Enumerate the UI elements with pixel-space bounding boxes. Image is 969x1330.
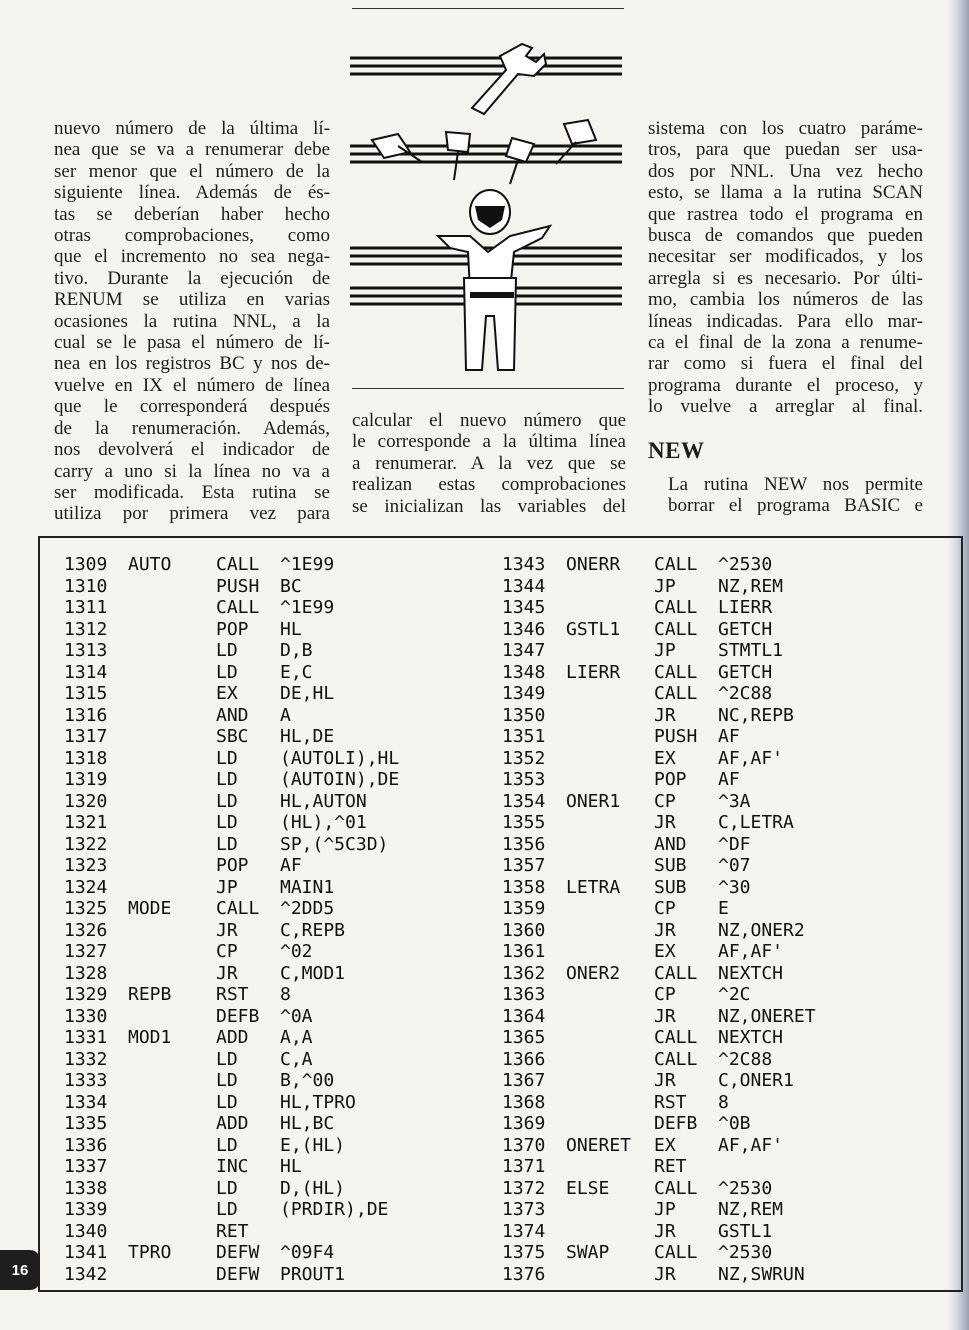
listing-operand: ^30 bbox=[718, 876, 751, 898]
listing-opcode: JP bbox=[654, 575, 676, 597]
listing-operand: NZ,REM bbox=[718, 575, 784, 597]
section-heading-new: NEW bbox=[648, 438, 705, 463]
listing-operand: C,MOD1 bbox=[280, 962, 346, 984]
listing-opcode: CP bbox=[216, 941, 238, 962]
listing-opcode: JP bbox=[216, 876, 238, 898]
listing-operand: AF bbox=[718, 769, 740, 790]
listing-operand: HL,TPRO bbox=[280, 1091, 356, 1113]
listing-line-number: 1315 bbox=[64, 683, 108, 704]
listing-opcode: CALL bbox=[654, 1242, 698, 1263]
listing-line-number: 1310 bbox=[64, 575, 108, 597]
listing-line-number: 1351 bbox=[502, 726, 546, 747]
listing-opcode: RST bbox=[654, 1091, 687, 1113]
listing-opcode: CALL bbox=[654, 1027, 698, 1048]
listing-operand: A,A bbox=[280, 1027, 313, 1048]
listing-operand: ^DF bbox=[718, 833, 751, 855]
listing-operand: D,B bbox=[280, 640, 313, 661]
listing-opcode: DEFW bbox=[216, 1263, 260, 1285]
listing-operand: AF,AF' bbox=[718, 747, 784, 769]
listing-label: ONER2 bbox=[566, 962, 621, 984]
listing-line-number: 1324 bbox=[64, 876, 108, 898]
listing-line-number: 1355 bbox=[502, 812, 546, 833]
listing-operand: SP,(^5C3D) bbox=[280, 833, 389, 855]
listing-operand: 8 bbox=[280, 984, 291, 1005]
listing-operand: ^1E99 bbox=[280, 554, 335, 575]
listing-line-number: 1367 bbox=[502, 1070, 546, 1091]
listing-operand: GSTL1 bbox=[718, 1220, 773, 1242]
listing-line-number: 1338 bbox=[64, 1177, 108, 1199]
listing-opcode: POP bbox=[216, 618, 249, 640]
listing-line-number: 1375 bbox=[502, 1242, 546, 1263]
listing-opcode: JP bbox=[654, 1199, 676, 1220]
listing-opcode: EX bbox=[654, 941, 676, 962]
listing-line-number: 1353 bbox=[502, 769, 546, 790]
listing-operand: NZ,REM bbox=[718, 1199, 784, 1220]
listing-opcode: JR bbox=[654, 704, 676, 726]
listing-opcode: JR bbox=[654, 1005, 676, 1027]
listing-line-number: 1344 bbox=[502, 575, 546, 597]
listing-line-number: 1340 bbox=[64, 1220, 108, 1242]
listing-opcode: CP bbox=[654, 790, 676, 812]
listing-operand: NZ,ONERET bbox=[718, 1005, 816, 1027]
listing-line-number: 1346 bbox=[502, 618, 546, 640]
listing-line-number: 1345 bbox=[502, 597, 546, 618]
listing-operand: BC bbox=[280, 575, 302, 597]
listing-opcode: EX bbox=[654, 1134, 676, 1156]
listing-line-number: 1311 bbox=[64, 597, 108, 618]
listing-line-number: 1356 bbox=[502, 833, 546, 855]
listing-line-number: 1335 bbox=[64, 1113, 108, 1134]
listing-label: ELSE bbox=[566, 1177, 610, 1199]
listing-line-number: 1371 bbox=[502, 1156, 546, 1177]
listing-opcode: DEFB bbox=[216, 1005, 260, 1027]
listing-operand: ^2530 bbox=[718, 1177, 773, 1199]
listing-opcode: POP bbox=[654, 769, 687, 790]
listing-operand: AF bbox=[280, 855, 302, 876]
listing-opcode: INC bbox=[216, 1156, 249, 1177]
listing-operand: AF,AF' bbox=[718, 941, 784, 962]
listing-operand: 8 bbox=[718, 1091, 729, 1113]
listing-operand: NEXTCH bbox=[718, 1027, 784, 1048]
listing-opcode: LD bbox=[216, 1048, 238, 1070]
listing-line-number: 1339 bbox=[64, 1199, 108, 1220]
listing-operand: D,(HL) bbox=[280, 1177, 346, 1199]
listing-operand: HL,BC bbox=[280, 1113, 335, 1134]
listing-line-number: 1309 bbox=[64, 554, 108, 575]
listing-line-number: 1359 bbox=[502, 898, 546, 919]
listing-line-number: 1349 bbox=[502, 683, 546, 704]
listing-line-number: 1373 bbox=[502, 1199, 546, 1220]
listing-opcode: LD bbox=[216, 1091, 238, 1113]
listing-opcode: POP bbox=[216, 855, 249, 876]
listing-operand: NEXTCH bbox=[718, 962, 784, 984]
listing-opcode: JP bbox=[654, 640, 676, 661]
body-text-middle-column: calcular el nuevo número que le corresponde a la última línea a renumerar. A la vez que se realizan estas comprobaciones se inicializan las variables del bbox=[352, 410, 626, 517]
listing-opcode: CALL bbox=[654, 661, 698, 683]
listing-line-number: 1337 bbox=[64, 1156, 108, 1177]
listing-operand: ^02 bbox=[280, 941, 313, 962]
listing-opcode: JR bbox=[654, 1220, 676, 1242]
listing-opcode: JR bbox=[654, 1263, 676, 1285]
listing-opcode: CALL bbox=[654, 1177, 698, 1199]
listing-line-number: 1330 bbox=[64, 1005, 108, 1027]
listing-operand: ^2530 bbox=[718, 1242, 773, 1263]
listing-line-number: 1317 bbox=[64, 726, 108, 747]
listing-operand: ^1E99 bbox=[280, 597, 335, 618]
listing-opcode: LD bbox=[216, 812, 238, 833]
body-text-right-column: sistema con los cuatro paráme- tros, para que puedan ser usa- dos por NNL. Una vez hecho esto, se llama a la rutina SCAN que rastrea todo el programa en busca de comandos que pueden necesitar ser modificados, y los arregla si es necesario. Por últi- mo, cambia los números de las líneas indicadas. Para ello mar- ca el final de la zona a renume- rar como si fuera el final del programa durante el proceso, y lo vuelve a arreglar al final. bbox=[648, 118, 923, 418]
listing-operand: C,LETRA bbox=[718, 812, 794, 833]
listing-opcode: ADD bbox=[216, 1027, 249, 1048]
listing-opcode: CALL bbox=[654, 554, 698, 575]
listing-operand: ^3A bbox=[718, 790, 751, 812]
listing-label: ONER1 bbox=[566, 790, 621, 812]
listing-line-number: 1348 bbox=[502, 661, 546, 683]
listing-operand: NZ,ONER2 bbox=[718, 919, 805, 941]
listing-opcode: AND bbox=[216, 704, 249, 726]
listing-line-number: 1341 bbox=[64, 1242, 108, 1263]
listing-opcode: JR bbox=[216, 962, 238, 984]
listing-line-number: 1325 bbox=[64, 898, 108, 919]
listing-line-number: 1313 bbox=[64, 640, 108, 661]
listing-opcode: LD bbox=[216, 1070, 238, 1091]
listing-opcode: ADD bbox=[216, 1113, 249, 1134]
listing-operand: LIERR bbox=[718, 597, 773, 618]
listing-opcode: JR bbox=[216, 919, 238, 941]
listing-operand: (AUTOIN),DE bbox=[280, 769, 400, 790]
illustration-rule bbox=[352, 388, 624, 389]
listing-opcode: CALL bbox=[654, 597, 698, 618]
listing-opcode: JR bbox=[654, 812, 676, 833]
plumber-illustration bbox=[350, 40, 626, 380]
listing-line-number: 1354 bbox=[502, 790, 546, 812]
listing-operand: C,ONER1 bbox=[718, 1070, 794, 1091]
listing-label: LIERR bbox=[566, 661, 621, 683]
listing-operand: HL bbox=[280, 618, 302, 640]
listing-line-number: 1322 bbox=[64, 833, 108, 855]
body-text-left-column: nuevo número de la última lí- nea que se va a renumerar debe ser menor que el número de la siguiente línea. Además de és- tas se deberían haber hecho otras comprobaciones, como que el incremento no sea nega- tivo. Durante la ejecución de RENUM se utiliza en varias ocasiones la rutina NNL, a la cual se le pasa el número de lí- nea en los registros BC y nos de- vuelve en IX el número de línea que le corresponderá después de la renumeración. Además, nos devolverá el indicador de carry a uno si la línea no va a ser modificada. Esta rutina se utiliza por primera vez para bbox=[54, 118, 330, 525]
listing-operand: ^0A bbox=[280, 1005, 313, 1027]
listing-line-number: 1329 bbox=[64, 984, 108, 1005]
listing-line-number: 1362 bbox=[502, 962, 546, 984]
listing-operand: ^2C88 bbox=[718, 1048, 773, 1070]
listing-line-number: 1334 bbox=[64, 1091, 108, 1113]
listing-operand: ^2530 bbox=[718, 554, 773, 575]
listing-line-number: 1312 bbox=[64, 618, 108, 640]
listing-opcode: LD bbox=[216, 747, 238, 769]
listing-label: SWAP bbox=[566, 1242, 610, 1263]
listing-operand: E,C bbox=[280, 661, 313, 683]
listing-opcode: JR bbox=[654, 919, 676, 941]
listing-operand: B,^00 bbox=[280, 1070, 335, 1091]
listing-line-number: 1323 bbox=[64, 855, 108, 876]
listing-opcode: CALL bbox=[654, 962, 698, 984]
listing-line-number: 1328 bbox=[64, 962, 108, 984]
listing-operand: STMTL1 bbox=[718, 640, 784, 661]
new-section-paragraph: La rutina NEW nos permite borrar el programa BASIC e bbox=[668, 474, 923, 517]
listing-operand: AF bbox=[718, 726, 740, 747]
listing-line-number: 1361 bbox=[502, 941, 546, 962]
listing-line-number: 1316 bbox=[64, 704, 108, 726]
listing-operand: HL bbox=[280, 1156, 302, 1177]
listing-opcode: RST bbox=[216, 984, 249, 1005]
listing-line-number: 1327 bbox=[64, 941, 108, 962]
listing-opcode: CALL bbox=[654, 1048, 698, 1070]
listing-opcode: CP bbox=[654, 898, 676, 919]
listing-line-number: 1352 bbox=[502, 747, 546, 769]
top-rule bbox=[352, 8, 624, 9]
listing-operand: AF,AF' bbox=[718, 1134, 784, 1156]
listing-opcode: CP bbox=[654, 984, 676, 1005]
listing-operand: ^2C bbox=[718, 984, 751, 1005]
listing-operand: (PRDIR),DE bbox=[280, 1199, 389, 1220]
listing-operand: ^2DD5 bbox=[280, 898, 335, 919]
listing-operand: E,(HL) bbox=[280, 1134, 346, 1156]
listing-line-number: 1350 bbox=[502, 704, 546, 726]
listing-opcode: AND bbox=[654, 833, 687, 855]
listing-operand: ^09F4 bbox=[280, 1242, 335, 1263]
listing-line-number: 1360 bbox=[502, 919, 546, 941]
listing-opcode: LD bbox=[216, 661, 238, 683]
listing-operand: C,A bbox=[280, 1048, 313, 1070]
listing-line-number: 1336 bbox=[64, 1134, 108, 1156]
listing-operand: NC,REPB bbox=[718, 704, 794, 726]
listing-label: TPRO bbox=[128, 1242, 172, 1263]
listing-line-number: 1372 bbox=[502, 1177, 546, 1199]
listing-opcode: LD bbox=[216, 833, 238, 855]
listing-line-number: 1369 bbox=[502, 1113, 546, 1134]
listing-operand: PROUT1 bbox=[280, 1263, 346, 1285]
listing-opcode: LD bbox=[216, 1199, 238, 1220]
listing-line-number: 1342 bbox=[64, 1263, 108, 1285]
listing-operand: ^0B bbox=[718, 1113, 751, 1134]
listing-opcode: EX bbox=[654, 747, 676, 769]
listing-opcode: CALL bbox=[216, 898, 260, 919]
listing-operand: (HL),^01 bbox=[280, 812, 367, 833]
listing-line-number: 1347 bbox=[502, 640, 546, 661]
listing-label: MODE bbox=[128, 898, 172, 919]
listing-operand: MAIN1 bbox=[280, 876, 335, 898]
listing-line-number: 1318 bbox=[64, 747, 108, 769]
listing-operand: ^07 bbox=[718, 855, 751, 876]
listing-opcode: LD bbox=[216, 1177, 238, 1199]
listing-opcode: LD bbox=[216, 769, 238, 790]
listing-line-number: 1343 bbox=[502, 554, 546, 575]
listing-opcode: JR bbox=[654, 1070, 676, 1091]
listing-opcode: LD bbox=[216, 790, 238, 812]
listing-operand: NZ,SWRUN bbox=[718, 1263, 805, 1285]
listing-line-number: 1320 bbox=[64, 790, 108, 812]
assembly-listing-box bbox=[38, 536, 963, 1292]
listing-label: ONERR bbox=[566, 554, 621, 575]
listing-operand: HL,DE bbox=[280, 726, 335, 747]
listing-line-number: 1366 bbox=[502, 1048, 546, 1070]
listing-opcode: CALL bbox=[216, 597, 260, 618]
listing-line-number: 1364 bbox=[502, 1005, 546, 1027]
listing-line-number: 1333 bbox=[64, 1070, 108, 1091]
listing-line-number: 1365 bbox=[502, 1027, 546, 1048]
listing-opcode: SUB bbox=[654, 855, 687, 876]
listing-opcode: LD bbox=[216, 1134, 238, 1156]
listing-line-number: 1332 bbox=[64, 1048, 108, 1070]
listing-line-number: 1319 bbox=[64, 769, 108, 790]
listing-opcode: CALL bbox=[216, 554, 260, 575]
listing-operand: GETCH bbox=[718, 618, 773, 640]
listing-line-number: 1331 bbox=[64, 1027, 108, 1048]
listing-opcode: SBC bbox=[216, 726, 249, 747]
listing-operand: A bbox=[280, 704, 291, 726]
listing-opcode: DEFW bbox=[216, 1242, 260, 1263]
listing-label: MOD1 bbox=[128, 1027, 172, 1048]
listing-operand: ^2C88 bbox=[718, 683, 773, 704]
listing-line-number: 1376 bbox=[502, 1263, 546, 1285]
listing-line-number: 1321 bbox=[64, 812, 108, 833]
listing-line-number: 1370 bbox=[502, 1134, 546, 1156]
listing-line-number: 1326 bbox=[64, 919, 108, 941]
listing-operand: C,REPB bbox=[280, 919, 346, 941]
listing-operand: GETCH bbox=[718, 661, 773, 683]
listing-operand: HL,AUTON bbox=[280, 790, 367, 812]
listing-line-number: 1358 bbox=[502, 876, 546, 898]
listing-operand: DE,HL bbox=[280, 683, 335, 704]
listing-line-number: 1314 bbox=[64, 661, 108, 683]
listing-opcode: DEFB bbox=[654, 1113, 698, 1134]
listing-label: GSTL1 bbox=[566, 618, 621, 640]
listing-opcode: PUSH bbox=[216, 575, 260, 597]
listing-label: ONERET bbox=[566, 1134, 632, 1156]
listing-label: AUTO bbox=[128, 554, 172, 575]
listing-opcode: CALL bbox=[654, 618, 698, 640]
listing-opcode: PUSH bbox=[654, 726, 698, 747]
listing-opcode: EX bbox=[216, 683, 238, 704]
page-number-badge: 16 bbox=[0, 1250, 40, 1290]
listing-opcode: SUB bbox=[654, 876, 687, 898]
listing-line-number: 1374 bbox=[502, 1220, 546, 1242]
listing-label: REPB bbox=[128, 984, 172, 1005]
listing-label: LETRA bbox=[566, 876, 621, 898]
listing-operand: (AUTOLI),HL bbox=[280, 747, 400, 769]
listing-opcode: RET bbox=[216, 1220, 249, 1242]
listing-opcode: LD bbox=[216, 640, 238, 661]
listing-opcode: RET bbox=[654, 1156, 687, 1177]
listing-operand: E bbox=[718, 898, 729, 919]
listing-line-number: 1368 bbox=[502, 1091, 546, 1113]
listing-opcode: CALL bbox=[654, 683, 698, 704]
listing-line-number: 1357 bbox=[502, 855, 546, 876]
listing-line-number: 1363 bbox=[502, 984, 546, 1005]
